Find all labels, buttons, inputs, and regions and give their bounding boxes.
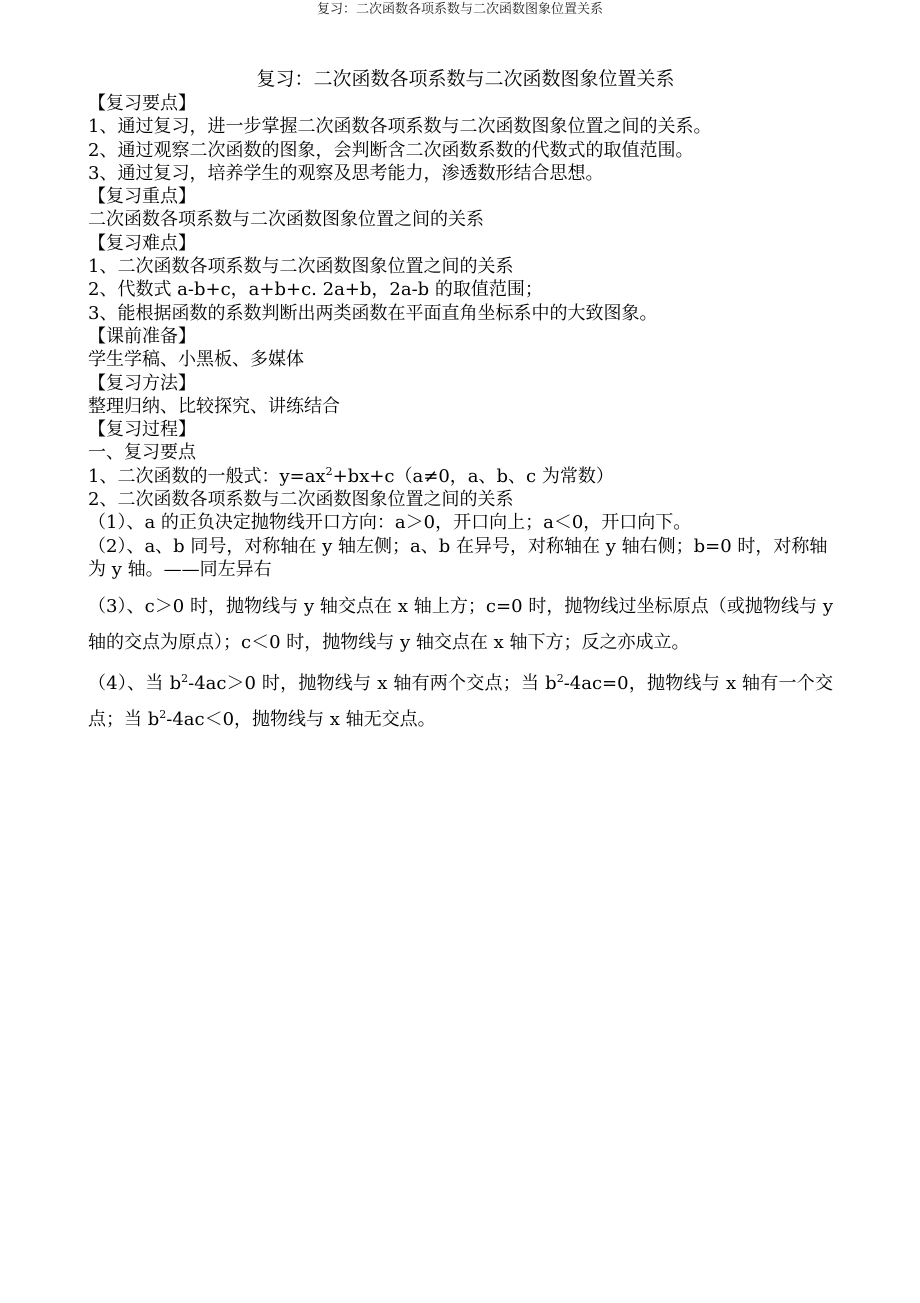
review-point-3: 3、通过复习，培养学生的观察及思考能力，渗透数形结合思想。 — [88, 162, 604, 184]
difficulty-1: 1、二次函数各项系数与二次函数图象位置之间的关系 — [88, 256, 514, 278]
exponent: 2 — [159, 708, 167, 722]
rule-4-part-b: -4ac＞0 时，抛物线与 x 轴有两个交点；当 b — [188, 673, 557, 695]
running-header: 复习：二次函数各项系数与二次函数图象位置关系 — [316, 2, 603, 17]
part-one-heading: 一、复习要点 — [88, 442, 196, 464]
difficulty-3: 3、能根据函数的系数判断出两类函数在平面直角坐标系中的大致图象。 — [88, 302, 658, 324]
relation-heading: 2、二次函数各项系数与二次函数图象位置之间的关系 — [88, 489, 514, 511]
rule-4 — [88, 666, 833, 738]
rule-4-part-d: -4ac＜0，抛物线与 x 轴无交点。 — [166, 709, 436, 731]
rule-4-part-c: -4ac=0，抛物线与 x 轴有一个交点；当 b — [88, 673, 833, 731]
rule-1: （1）、a 的正负决定抛物线开口方向：a＞0，开口向上；a＜0，开口向下。 — [88, 512, 692, 534]
exponent: 2 — [181, 672, 189, 686]
general-form-suffix: +bx+c（a≠0，a、b、c 为常数） — [332, 465, 614, 487]
section-heading-difficulties: 【复习难点】 — [88, 232, 196, 254]
general-form-prefix: 1、二次函数的一般式：y=ax — [88, 465, 326, 487]
exponent: 2 — [325, 464, 333, 478]
rule-4-part-a: （4）、当 b — [88, 673, 182, 695]
method-text: 整理归纳、比较探究、讲练结合 — [88, 395, 340, 417]
general-form-line — [88, 465, 833, 488]
review-point-1: 1、通过复习，进一步掌握二次函数各项系数与二次函数图象位置之间的关系。 — [88, 116, 712, 138]
document-title: 复习：二次函数各项系数与二次函数图象位置关系 — [256, 68, 675, 90]
section-heading-preparation: 【课前准备】 — [88, 325, 196, 347]
preparation-text: 学生学稿、小黑板、多媒体 — [88, 349, 304, 371]
section-heading-review-points: 【复习要点】 — [88, 93, 196, 114]
section-heading-key-points: 【复习重点】 — [88, 186, 196, 208]
key-point-text: 二次函数各项系数与二次函数图象位置之间的关系 — [88, 209, 484, 231]
exponent: 2 — [556, 672, 564, 686]
difficulty-2: 2、代数式 a-b+c，a+b+c. 2a+b，2a-b 的取值范围； — [88, 279, 543, 301]
review-point-2: 2、通过观察二次函数的图象，会判断含二次函数系数的代数式的取值范围。 — [88, 139, 694, 161]
section-heading-method: 【复习方法】 — [88, 372, 196, 394]
section-heading-process: 【复习过程】 — [88, 419, 196, 441]
rule-3: （3）、c＞0 时，抛物线与 y 轴交点在 x 轴上方；c=0 时，抛物线过坐标原点（或抛物线与 y 轴的交点为原点）；c＜0 时，抛物线与 y 轴交点在 x 轴下方；反之亦成立。 — [88, 596, 833, 654]
rule-2: （2）、a、b 同号，对称轴在 y 轴左侧；a、b 在异号，对称轴在 y 轴右侧；b=0 时，对称轴为 y 轴。——同左异右 — [88, 535, 828, 580]
document-body — [88, 66, 833, 738]
